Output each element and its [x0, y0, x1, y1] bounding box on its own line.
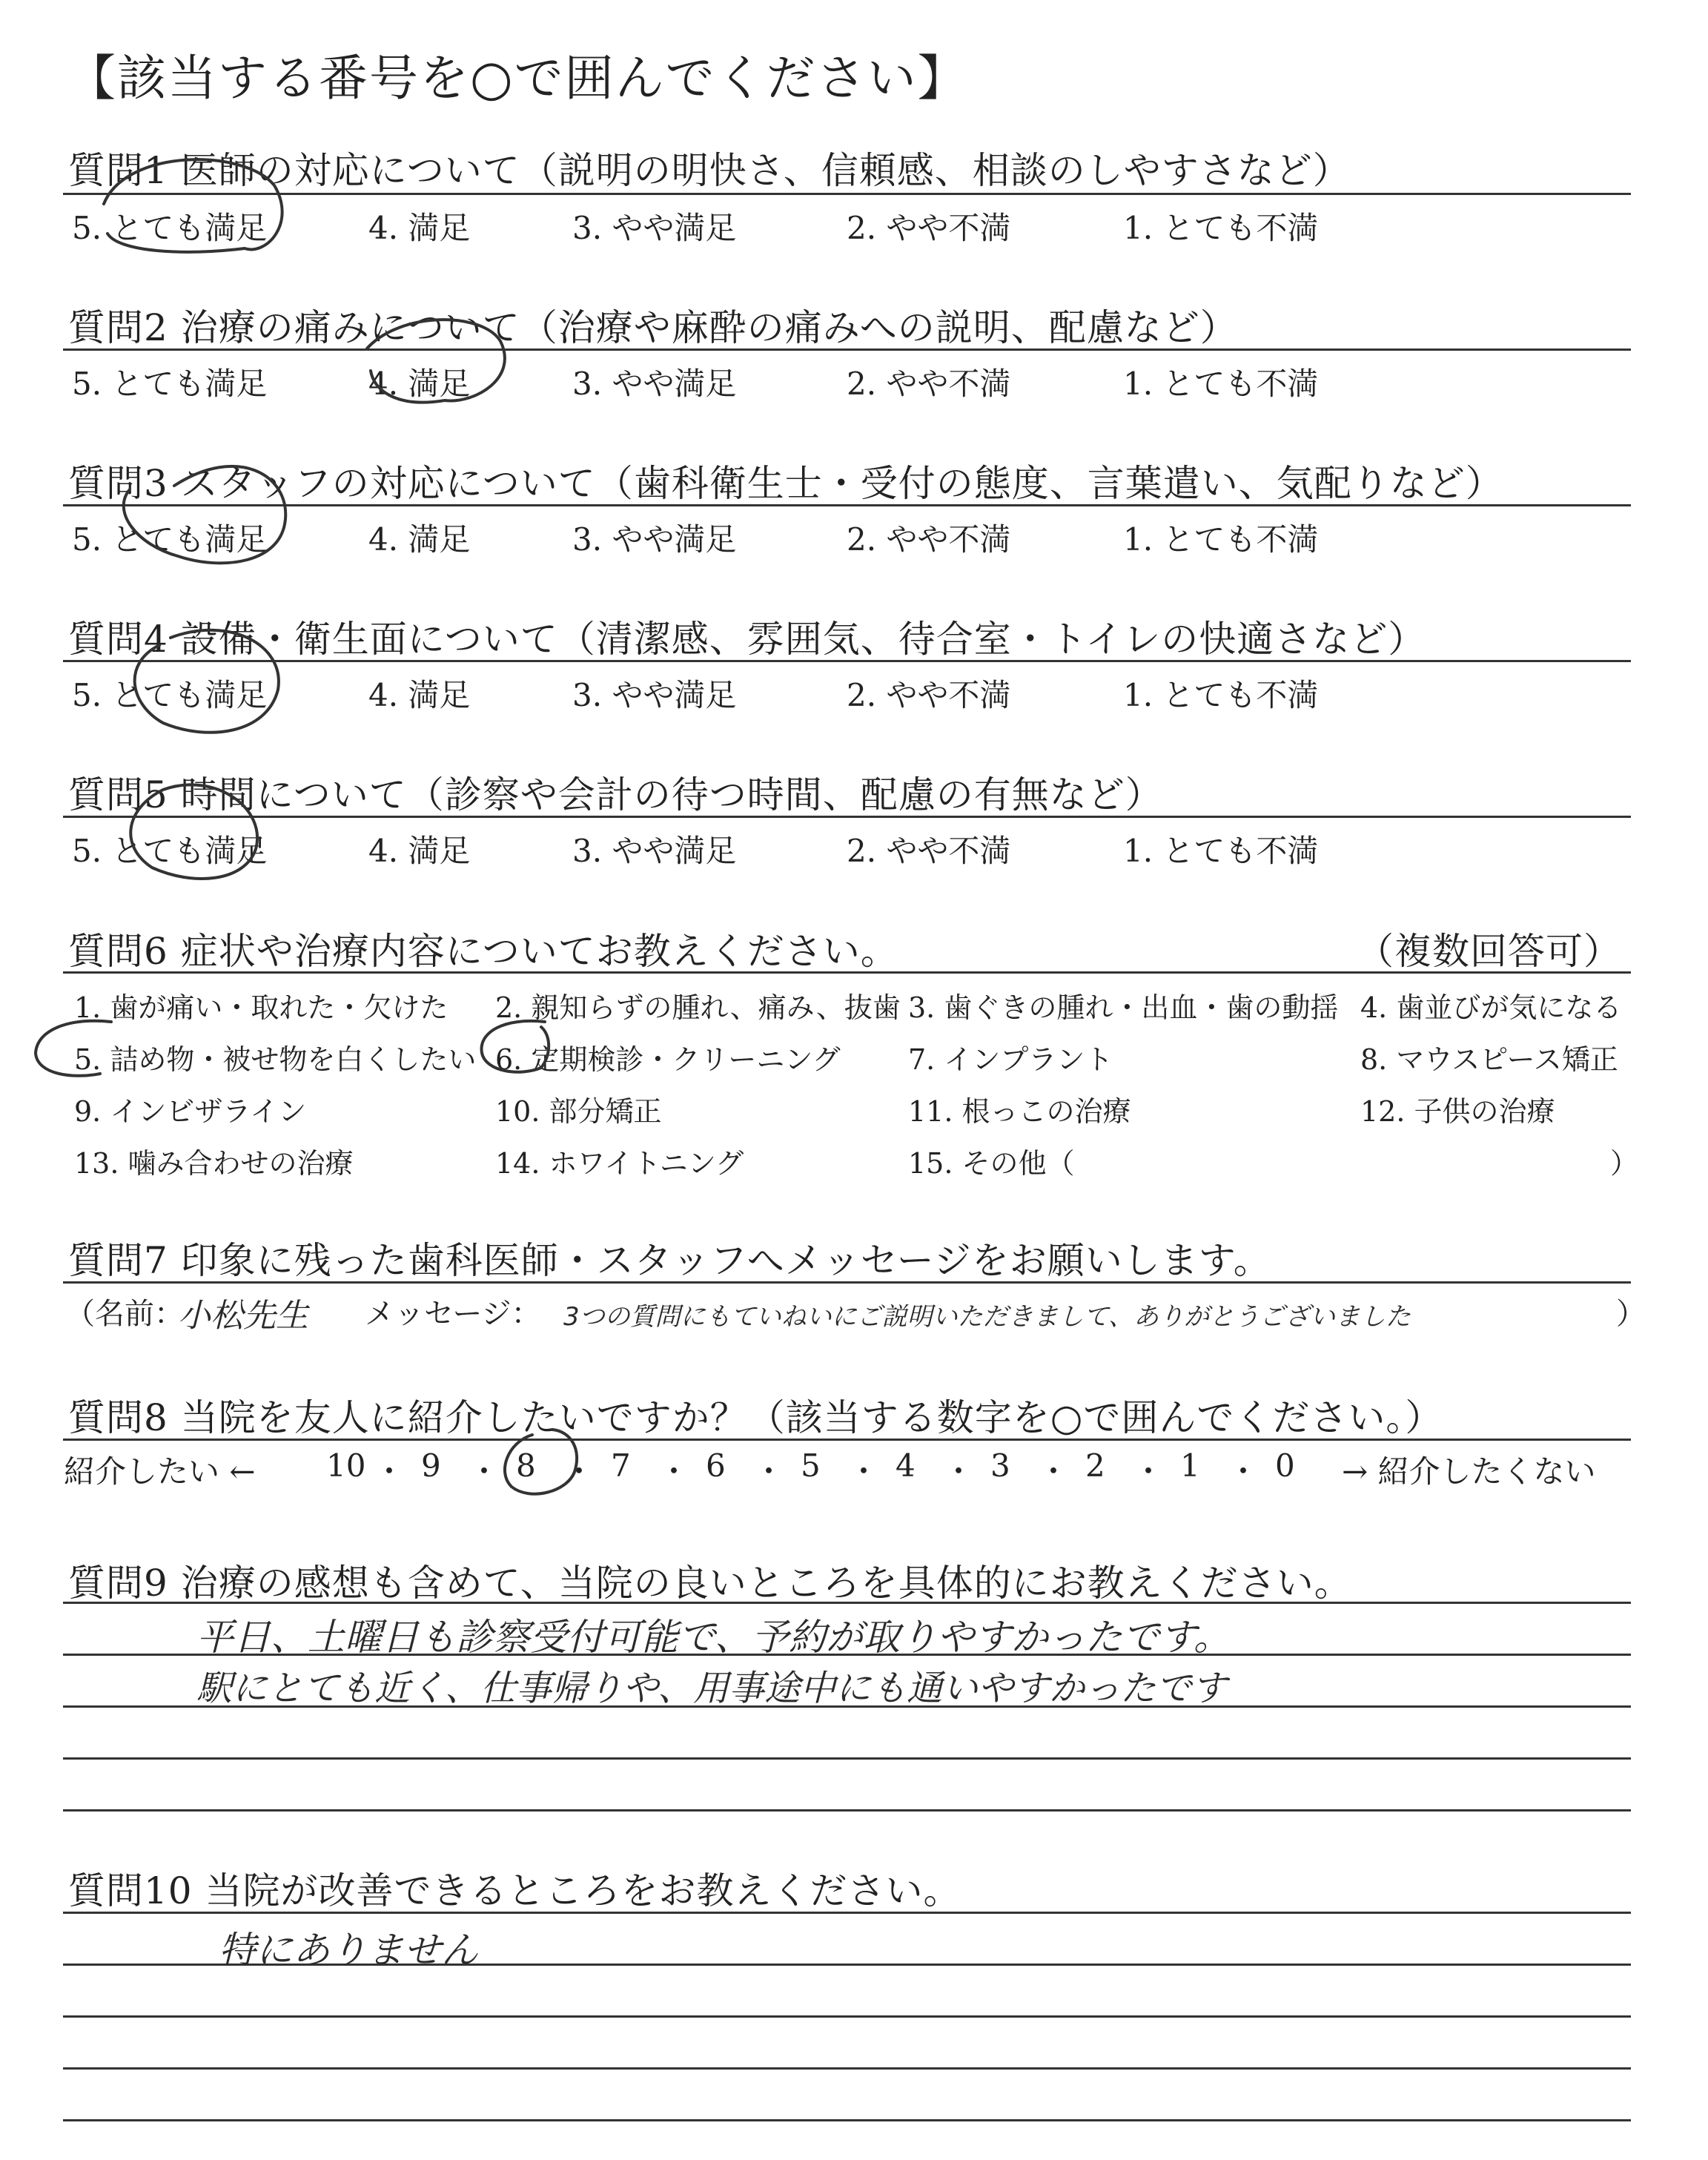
rule-q9-5	[63, 1809, 1631, 1811]
q7-close-paren: ）	[1616, 1297, 1646, 1331]
rule-q10-4	[63, 2067, 1631, 2070]
q8-scale-6[interactable]: 6	[706, 1447, 726, 1484]
rule-q4	[63, 660, 1631, 662]
q8-scale-separator: ・	[658, 1453, 690, 1490]
q4-opt-3[interactable]: 3. やや満足	[572, 677, 737, 713]
rule-q10-5	[63, 2119, 1631, 2121]
q7-name-label: （名前：	[65, 1297, 184, 1331]
q8-label: 質問8 当院を友人に紹介したいですか？（該当する数字を○で囲んでください。）	[68, 1396, 1443, 1439]
q8-scale-separator: ・	[469, 1453, 500, 1490]
q5-label: 質問5 時間について（診察や会計の待つ時間、配慮の有無など）	[68, 773, 1163, 816]
q8-scale-2[interactable]: 2	[1085, 1447, 1105, 1484]
rule-q3	[63, 504, 1631, 506]
rule-q10-3	[63, 2015, 1631, 2018]
q7-name-value[interactable]: 小松先生	[178, 1297, 308, 1335]
q6-item-6[interactable]: 6. 定期検診・クリーニング	[495, 1043, 841, 1076]
q5-opt-5[interactable]: 5. とても満足	[72, 833, 268, 869]
q8-scale-separator: ・	[563, 1453, 595, 1490]
q6-item-3[interactable]: 3. 歯ぐきの腫れ・出血・歯の動揺	[908, 991, 1339, 1024]
q1-opt-2[interactable]: 2. やや不満	[847, 210, 1011, 246]
q3-opt-2[interactable]: 2. やや不満	[847, 521, 1011, 558]
q2-label: 質問2 治療の痛みについて（治療や麻酔の痛みへの説明、配慮など）	[68, 306, 1238, 349]
q8-scale-3[interactable]: 3	[990, 1447, 1010, 1484]
q10-label: 質問10 当院が改善できるところをお教えください。	[68, 1869, 961, 1912]
q6-item-9[interactable]: 9. インビザライン	[74, 1095, 307, 1128]
q6-note: （複数回答可）	[1357, 930, 1621, 973]
q4-label: 質問4 設備・衛生面について（清潔感、雰囲気、待合室・トイレの快適さなど）	[68, 618, 1426, 661]
q4-opt-1[interactable]: 1. とても不満	[1123, 677, 1319, 713]
q4-opt-4[interactable]: 4. 満足	[368, 677, 471, 713]
q3-opt-1[interactable]: 1. とても不満	[1123, 521, 1319, 558]
q5-opt-2[interactable]: 2. やや不満	[847, 833, 1011, 869]
q6-label: 質問6 症状や治療内容についてお教えください。	[68, 930, 898, 973]
q3-opt-5[interactable]: 5. とても満足	[72, 521, 268, 558]
rule-q8	[63, 1439, 1631, 1441]
q6-item-15-close: ）	[1610, 1147, 1639, 1180]
q7-message-label: メッセージ：	[365, 1297, 541, 1331]
rule-q9-1	[63, 1602, 1631, 1604]
q5-opt-4[interactable]: 4. 満足	[368, 833, 471, 869]
q8-scale-separator: ・	[1133, 1453, 1165, 1490]
q8-scale-0[interactable]: 0	[1275, 1447, 1295, 1484]
q9-label: 質問9 治療の感想も含めて、当院の良いところを具体的にお教えください。	[68, 1562, 1352, 1605]
rule-q6	[63, 971, 1631, 974]
q2-opt-5[interactable]: 5. とても満足	[72, 366, 268, 402]
q6-item-2[interactable]: 2. 親知らずの腫れ、痛み、抜歯	[495, 991, 901, 1024]
q3-label: 質問3 スタッフの対応について（歯科衛生士・受付の態度、言葉遣い、気配りなど）	[68, 462, 1503, 505]
q6-item-12[interactable]: 12. 子供の治療	[1360, 1095, 1555, 1128]
rule-q7	[63, 1281, 1631, 1284]
q2-opt-3[interactable]: 3. やや満足	[572, 366, 737, 402]
q2-opt-4[interactable]: 4. 満足	[368, 366, 471, 402]
q8-scale-separator: ・	[753, 1453, 785, 1490]
q6-item-11[interactable]: 11. 根っこの治療	[908, 1095, 1131, 1128]
q8-scale-separator: ・	[848, 1453, 880, 1490]
q8-scale-separator: ・	[943, 1453, 975, 1490]
rule-q9-4	[63, 1757, 1631, 1760]
q9-answer-line-2[interactable]: 駅にとても近く、仕事帰りや、用事途中にも通いやすかったです	[196, 1668, 1228, 1709]
q8-scale-7[interactable]: 7	[611, 1447, 631, 1484]
q8-left-label: 紹介したい ←	[64, 1453, 256, 1490]
q1-opt-5[interactable]: 5. とても満足	[72, 210, 268, 246]
q1-opt-3[interactable]: 3. やや満足	[572, 210, 737, 246]
q9-answer-line-1[interactable]: 平日、土曜日も診察受付可能で、予約が取りやすかったです。	[196, 1616, 1231, 1659]
rule-q1	[63, 193, 1631, 195]
q8-scale-9[interactable]: 9	[421, 1447, 441, 1484]
q6-item-8[interactable]: 8. マウスピース矯正	[1360, 1043, 1618, 1076]
q4-opt-2[interactable]: 2. やや不満	[847, 677, 1011, 713]
q6-item-15[interactable]: 15. その他（	[908, 1147, 1075, 1180]
q5-opt-1[interactable]: 1. とても不満	[1123, 833, 1319, 869]
q4-opt-5[interactable]: 5. とても満足	[72, 677, 268, 713]
q7-message-value[interactable]: 3つの質問にもていねいにご説明いただきまして、ありがとうございました	[563, 1302, 1411, 1332]
rule-q2	[63, 349, 1631, 351]
q8-scale-separator: ・	[1228, 1453, 1260, 1490]
q6-item-1[interactable]: 1. 歯が痛い・取れた・欠けた	[74, 991, 448, 1024]
q6-item-10[interactable]: 10. 部分矯正	[495, 1095, 662, 1128]
q1-opt-4[interactable]: 4. 満足	[368, 210, 471, 246]
page-title: 【該当する番号を○で囲んでください】	[67, 50, 968, 107]
q8-scale-1[interactable]: 1	[1180, 1447, 1200, 1484]
q2-opt-2[interactable]: 2. やや不満	[847, 366, 1011, 402]
q6-item-4[interactable]: 4. 歯並びが気になる	[1360, 991, 1622, 1024]
q8-scale-8[interactable]: 8	[516, 1447, 536, 1484]
q3-opt-3[interactable]: 3. やや満足	[572, 521, 737, 558]
q6-item-7[interactable]: 7. インプラント	[908, 1043, 1113, 1076]
q5-opt-3[interactable]: 3. やや満足	[572, 833, 737, 869]
q8-right-label: → 紹介したくない	[1342, 1453, 1596, 1490]
q8-scale-10[interactable]: 10	[326, 1447, 366, 1484]
q8-scale-separator: ・	[1038, 1453, 1070, 1490]
rule-q5	[63, 816, 1631, 818]
q1-label: 質問1 医師の対応について（説明の明快さ、信頼感、相談のしやすさなど）	[68, 149, 1351, 192]
q8-scale-5[interactable]: 5	[801, 1447, 821, 1484]
q1-opt-1[interactable]: 1. とても不満	[1123, 210, 1319, 246]
q2-opt-1[interactable]: 1. とても不満	[1123, 366, 1319, 402]
q6-item-13[interactable]: 13. 噛み合わせの治療	[74, 1147, 354, 1180]
q8-scale-separator: ・	[374, 1453, 406, 1490]
q8-scale-4[interactable]: 4	[896, 1447, 916, 1484]
q10-answer-line-1[interactable]: 特にありません	[219, 1929, 478, 1972]
rule-q10-1	[63, 1912, 1631, 1914]
q3-opt-4[interactable]: 4. 満足	[368, 521, 471, 558]
q7-label: 質問7 印象に残った歯科医師・スタッフへメッセージをお願いします。	[68, 1239, 1271, 1282]
q6-item-14[interactable]: 14. ホワイトニング	[495, 1147, 744, 1180]
q6-item-5[interactable]: 5. 詰め物・被せ物を白くしたい	[74, 1043, 477, 1076]
